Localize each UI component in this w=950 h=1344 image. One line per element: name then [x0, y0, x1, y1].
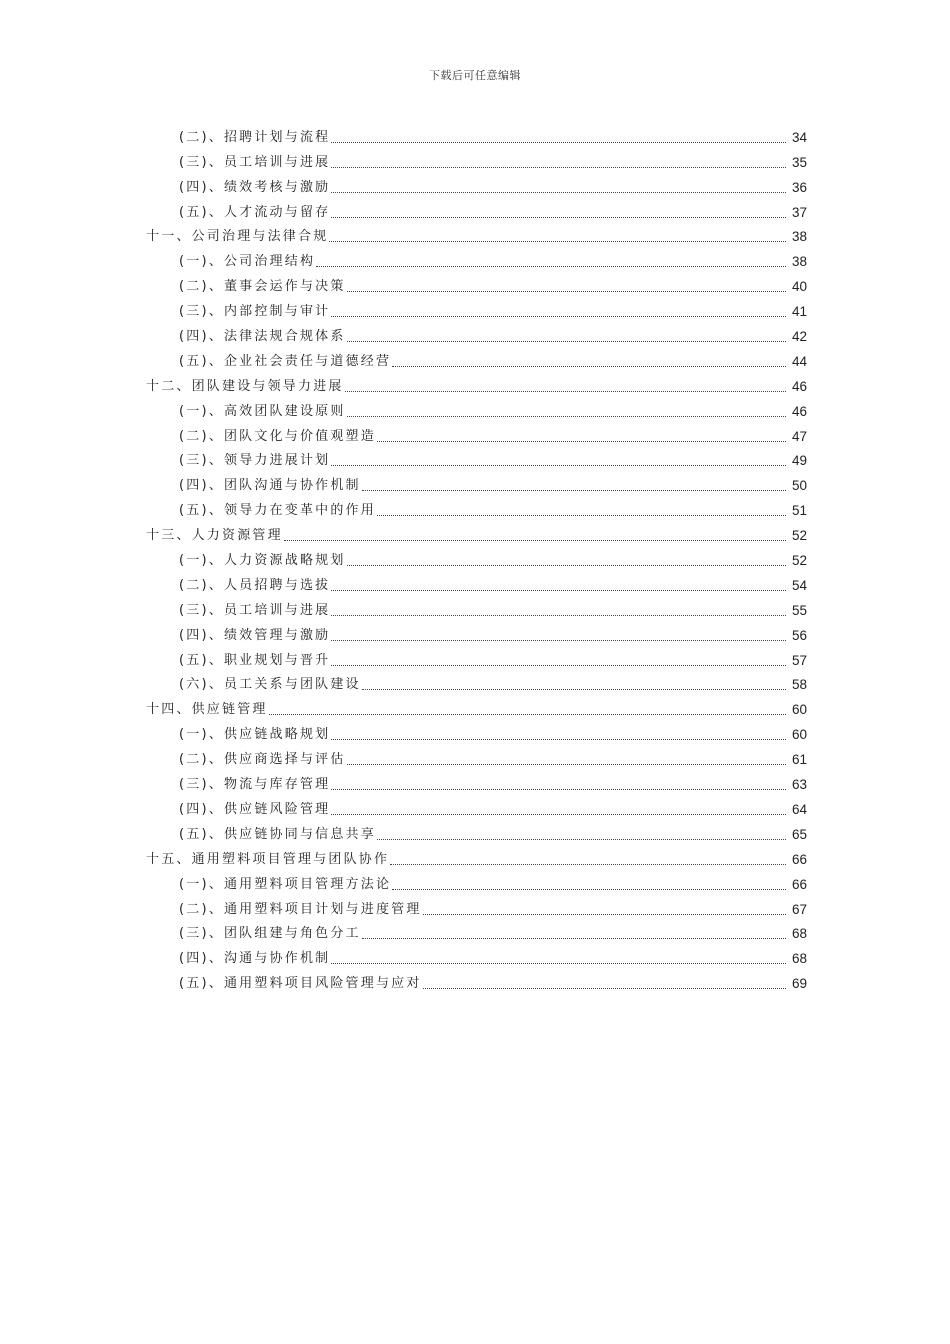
toc-page-number: 46: [791, 378, 807, 394]
toc-dot-leader: [347, 341, 786, 342]
toc-dot-leader: [347, 416, 786, 417]
toc-section-entry[interactable]: [0, 174, 950, 199]
toc-section-entry[interactable]: [0, 472, 950, 497]
toc-section-entry[interactable]: [0, 448, 950, 473]
toc-section-entry[interactable]: [0, 597, 950, 622]
toc-entry-title: (二)、董事会运作与决策: [179, 279, 346, 295]
toc-section-entry[interactable]: [0, 298, 950, 323]
toc-entry-title: (二)、人员招聘与选拔: [179, 577, 331, 593]
toc-page-number: 49: [791, 453, 807, 469]
toc-entry-title: (四)、绩效管理与激励: [179, 627, 331, 643]
toc-entry-title: (二)、通用塑料项目计划与进度管理: [179, 901, 422, 917]
toc-entry-title: (五)、人才流动与留存: [179, 204, 331, 220]
toc-page-number: 42: [791, 329, 807, 345]
toc-entry-title: (二)、团队文化与价值观塑造: [179, 428, 376, 444]
toc-dot-leader: [329, 241, 786, 242]
toc-page-number: 36: [791, 179, 807, 195]
toc-page-number: 34: [791, 129, 807, 145]
toc-entry-title: (一)、高效团队建设原则: [179, 403, 346, 419]
toc-section-entry[interactable]: [0, 821, 950, 846]
toc-page-number: 52: [791, 553, 807, 569]
toc-page-number: 50: [791, 478, 807, 494]
toc-page-number: 44: [791, 353, 807, 369]
toc-section-entry[interactable]: [0, 273, 950, 298]
toc-chapter-entry[interactable]: [0, 846, 950, 871]
toc-entry-title: (四)、供应链风险管理: [179, 801, 331, 817]
toc-page-number: 69: [791, 976, 807, 992]
toc-section-entry[interactable]: [0, 721, 950, 746]
toc-page-number: 51: [791, 503, 807, 519]
toc-page-number: 64: [791, 801, 807, 817]
toc-entry-title: (三)、物流与库存管理: [179, 777, 331, 793]
toc-section-entry[interactable]: [0, 124, 950, 149]
toc-dot-leader: [331, 142, 786, 143]
toc-page-number: 67: [791, 901, 807, 917]
toc-dot-leader: [331, 590, 786, 591]
toc-entry-title: (三)、员工培训与进展: [179, 602, 331, 618]
toc-dot-leader: [423, 914, 786, 915]
toc-section-entry[interactable]: [0, 921, 950, 946]
toc-page-number: 66: [791, 876, 807, 892]
toc-page-number: 40: [791, 279, 807, 295]
toc-section-entry[interactable]: [0, 497, 950, 522]
toc-section-entry[interactable]: [0, 149, 950, 174]
toc-page-number: 61: [791, 752, 807, 768]
toc-dot-leader: [392, 366, 786, 367]
toc-entry-title: (三)、团队组建与角色分工: [179, 926, 361, 942]
toc-entry-title: 十四、供应链管理: [146, 702, 268, 718]
toc-page-number: 46: [791, 403, 807, 419]
toc-chapter-entry[interactable]: [0, 224, 950, 249]
toc-dot-leader: [331, 217, 786, 218]
toc-dot-leader: [347, 291, 786, 292]
toc-section-entry[interactable]: [0, 672, 950, 697]
page-header: 下载后可任意编辑: [429, 69, 521, 82]
toc-section-entry[interactable]: [0, 398, 950, 423]
toc-entry-title: (五)、通用塑料项目风险管理与应对: [179, 976, 422, 992]
toc-entry-title: (五)、职业规划与晋升: [179, 652, 331, 668]
toc-entry-title: (二)、招聘计划与流程: [179, 129, 331, 145]
toc-page-number: 60: [791, 727, 807, 743]
toc-dot-leader: [331, 465, 786, 466]
toc-entry-title: (三)、内部控制与审计: [179, 304, 331, 320]
toc-entry-title: (二)、供应商选择与评估: [179, 752, 346, 768]
toc-dot-leader: [331, 167, 786, 168]
toc-entry-title: (四)、法律法规合规体系: [179, 329, 346, 345]
toc-section-entry[interactable]: [0, 547, 950, 572]
toc-entry-title: (五)、领导力在变革中的作用: [179, 503, 376, 519]
toc-page-number: 38: [791, 254, 807, 270]
toc-section-entry[interactable]: [0, 896, 950, 921]
toc-entry-title: 十三、人力资源管理: [146, 528, 283, 544]
toc-section-entry[interactable]: [0, 323, 950, 348]
toc-dot-leader: [331, 963, 786, 964]
toc-entry-title: (三)、领导力进展计划: [179, 453, 331, 469]
toc-dot-leader: [331, 814, 786, 815]
toc-section-entry[interactable]: [0, 248, 950, 273]
toc-section-entry[interactable]: [0, 647, 950, 672]
toc-dot-leader: [331, 192, 786, 193]
toc-dot-leader: [377, 515, 786, 516]
toc-page-number: 68: [791, 926, 807, 942]
toc-dot-leader: [331, 665, 786, 666]
toc-dot-leader: [316, 266, 786, 267]
toc-section-entry[interactable]: [0, 771, 950, 796]
toc-dot-leader: [331, 316, 786, 317]
toc-dot-leader: [284, 540, 786, 541]
toc-chapter-entry[interactable]: [0, 696, 950, 721]
toc-dot-leader: [362, 938, 786, 939]
toc-dot-leader: [331, 615, 786, 616]
toc-page-number: 55: [791, 602, 807, 618]
toc-section-entry[interactable]: [0, 199, 950, 224]
toc-section-entry[interactable]: [0, 622, 950, 647]
toc-section-entry[interactable]: [0, 796, 950, 821]
toc-page-number: 60: [791, 702, 807, 718]
toc-dot-leader: [269, 714, 786, 715]
toc-section-entry[interactable]: [0, 945, 950, 970]
toc-dot-leader: [345, 391, 786, 392]
toc-entry-title: (六)、员工关系与团队建设: [179, 677, 361, 693]
toc-dot-leader: [377, 839, 786, 840]
toc-chapter-entry[interactable]: [0, 522, 950, 547]
toc-page-number: 41: [791, 304, 807, 320]
toc-dot-leader: [423, 988, 786, 989]
toc-dot-leader: [392, 889, 786, 890]
toc-dot-leader: [362, 490, 786, 491]
toc-entry-title: 十二、团队建设与领导力进展: [146, 378, 344, 394]
toc-page-number: 57: [791, 652, 807, 668]
toc-section-entry[interactable]: [0, 348, 950, 373]
toc-dot-leader: [347, 565, 786, 566]
toc-dot-leader: [390, 864, 786, 865]
toc-page-number: 68: [791, 951, 807, 967]
toc-page-number: 54: [791, 577, 807, 593]
toc-section-entry[interactable]: [0, 970, 950, 995]
toc-entry-title: (四)、绩效考核与激励: [179, 179, 331, 195]
toc-section-entry[interactable]: [0, 572, 950, 597]
toc-page-number: 37: [791, 204, 807, 220]
toc-entry-title: 十五、通用塑料项目管理与团队协作: [146, 851, 390, 867]
toc-page-number: 63: [791, 777, 807, 793]
toc-section-entry[interactable]: [0, 871, 950, 896]
toc-entry-title: (四)、沟通与协作机制: [179, 951, 331, 967]
toc-dot-leader: [362, 689, 786, 690]
toc-entry-title: (四)、团队沟通与协作机制: [179, 478, 361, 494]
toc-entry-title: (五)、企业社会责任与道德经营: [179, 353, 392, 369]
toc-dot-leader: [331, 739, 786, 740]
toc-page-number: 58: [791, 677, 807, 693]
toc-entry-title: (一)、人力资源战略规划: [179, 553, 346, 569]
toc-entry-title: (五)、供应链协同与信息共享: [179, 826, 376, 842]
toc-page-number: 56: [791, 627, 807, 643]
toc-dot-leader: [331, 640, 786, 641]
toc-entry-title: (一)、通用塑料项目管理方法论: [179, 876, 392, 892]
toc-entry-title: (一)、供应链战略规划: [179, 727, 331, 743]
toc-page-number: 66: [791, 851, 807, 867]
toc-page-number: 47: [791, 428, 807, 444]
toc-dot-leader: [347, 764, 786, 765]
toc-entry-title: 十一、公司治理与法律合规: [146, 229, 329, 245]
toc-page-number: 65: [791, 826, 807, 842]
toc-dot-leader: [331, 789, 786, 790]
toc-chapter-entry[interactable]: [0, 373, 950, 398]
toc-page-number: 38: [791, 229, 807, 245]
toc-page-number: 52: [791, 528, 807, 544]
toc-section-entry[interactable]: [0, 423, 950, 448]
toc-page-number: 35: [791, 154, 807, 170]
toc-section-entry[interactable]: [0, 746, 950, 771]
table-of-contents: [0, 124, 950, 995]
toc-entry-title: (三)、员工培训与进展: [179, 154, 331, 170]
toc-dot-leader: [377, 441, 786, 442]
toc-entry-title: (一)、公司治理结构: [179, 254, 316, 270]
